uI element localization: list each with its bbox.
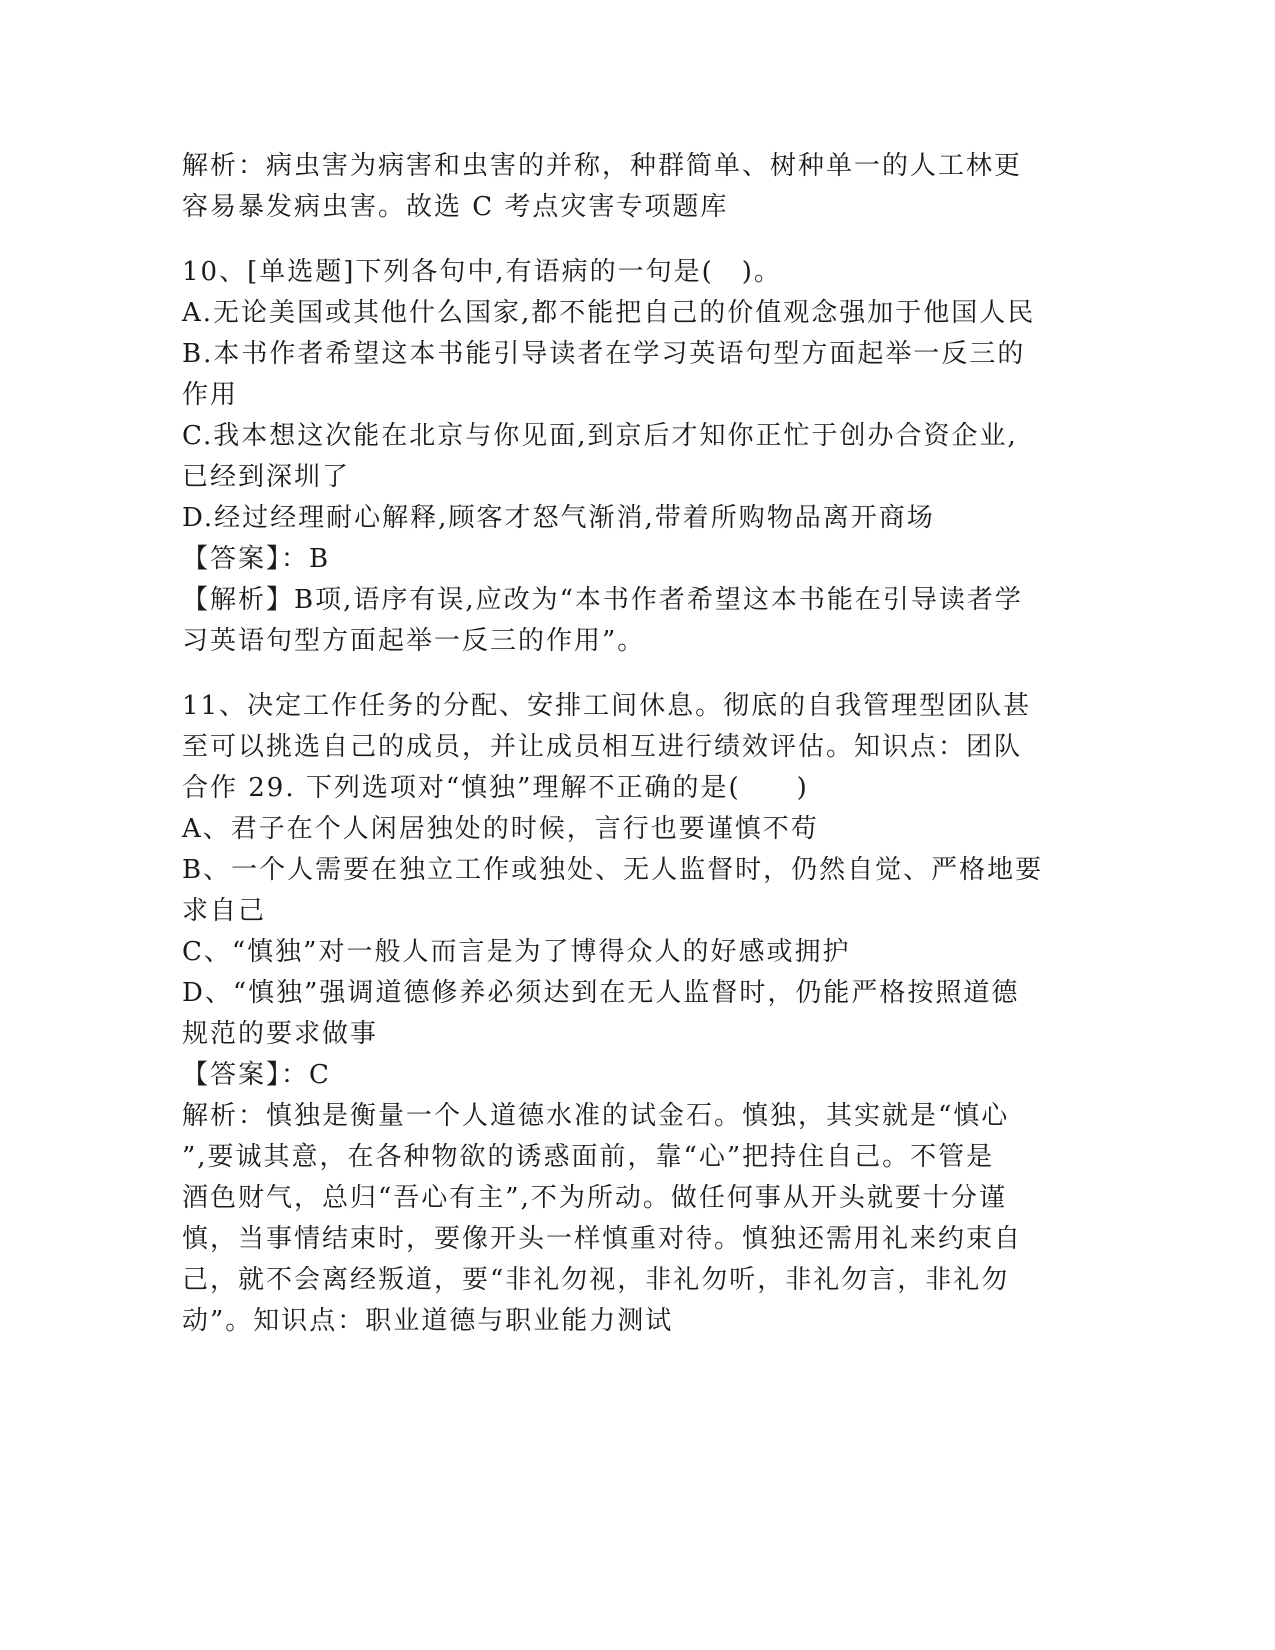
answer: 【答案】：B (182, 544, 331, 574)
answer: 【答案】：C (182, 1060, 331, 1090)
option-c: C、“慎独”对一般人而言是为了博得众人的好感或拥护 (182, 937, 851, 967)
option-d: D、“慎独”强调道德修养必须达到在无人监督时，仍能严格按照道德 (182, 978, 1020, 1008)
analysis-line: 【解析】B项,语序有误,应改为“本书作者希望这本书能在引导读者学 (182, 585, 1023, 615)
analysis-line: ”,要诚其意，在各种物欲的诱惑面前，靠“心”把持住自己。不管是 (182, 1142, 995, 1172)
option-b: B.本书作者希望这本书能引导读者在学习英语句型方面起举一反三的 (182, 339, 1026, 369)
option-d: D.经过经理耐心解释,顾客才怒气渐消,带着所购物品离开商场 (182, 503, 935, 533)
previous-analysis (182, 146, 1042, 228)
analysis-line: 己，就不会离经叛道，要“非礼勿视，非礼勿听，非礼勿言，非礼勿 (182, 1265, 1010, 1295)
analysis-line: 解析：病虫害为病害和虫害的并称，种群简单、树种单一的人工林更 (182, 151, 1023, 181)
analysis-line: 动”。知识点：职业道德与职业能力测试 (182, 1306, 674, 1336)
option-a: A.无论美国或其他什么国家,都不能把自己的价值观念强加于他国人民 (182, 298, 1036, 328)
analysis-line: 慎，当事情结束时，要像开头一样慎重对待。慎独还需用礼来约束自 (182, 1224, 1023, 1254)
option-c-continued: 已经到深圳了 (182, 462, 351, 492)
document-page (182, 146, 1042, 1342)
question-10 (182, 252, 1042, 662)
option-d-continued: 规范的要求做事 (182, 1019, 379, 1049)
question-text: 至可以挑选自己的成员，并让成员相互进行绩效评估。知识点：团队 (182, 732, 1023, 762)
question-text: 合作 29. 下列选项对“慎独”理解不正确的是( ) (182, 773, 809, 803)
analysis-line: 容易暴发病虫害。故选 C 考点灾害专项题库 (182, 192, 729, 222)
analysis-line: 解析：慎独是衡量一个人道德水准的试金石。慎独，其实就是“慎心 (182, 1101, 1010, 1131)
option-b: B、一个人需要在独立工作或独处、无人监督时，仍然自觉、严格地要 (182, 855, 1044, 885)
option-b-continued: 求自己 (182, 896, 267, 926)
question-11 (182, 686, 1042, 1342)
question-text: 10、[单选题]下列各句中,有语病的一句是( )。 (182, 257, 782, 287)
analysis-line: 酒色财气，总归“吾心有主”,不为所动。做任何事从开头就要十分谨 (182, 1183, 1007, 1213)
option-c: C.我本想这次能在北京与你见面,到京后才知你正忙于创办合资企业, (182, 421, 1018, 451)
option-b-continued: 作用 (182, 380, 239, 410)
option-a: A、君子在个人闲居独处的时候，言行也要谨慎不苟 (182, 814, 819, 844)
analysis-line: 习英语句型方面起举一反三的作用”。 (182, 626, 646, 656)
question-text: 11、决定工作任务的分配、安排工间休息。彻底的自我管理型团队甚 (182, 691, 1032, 721)
